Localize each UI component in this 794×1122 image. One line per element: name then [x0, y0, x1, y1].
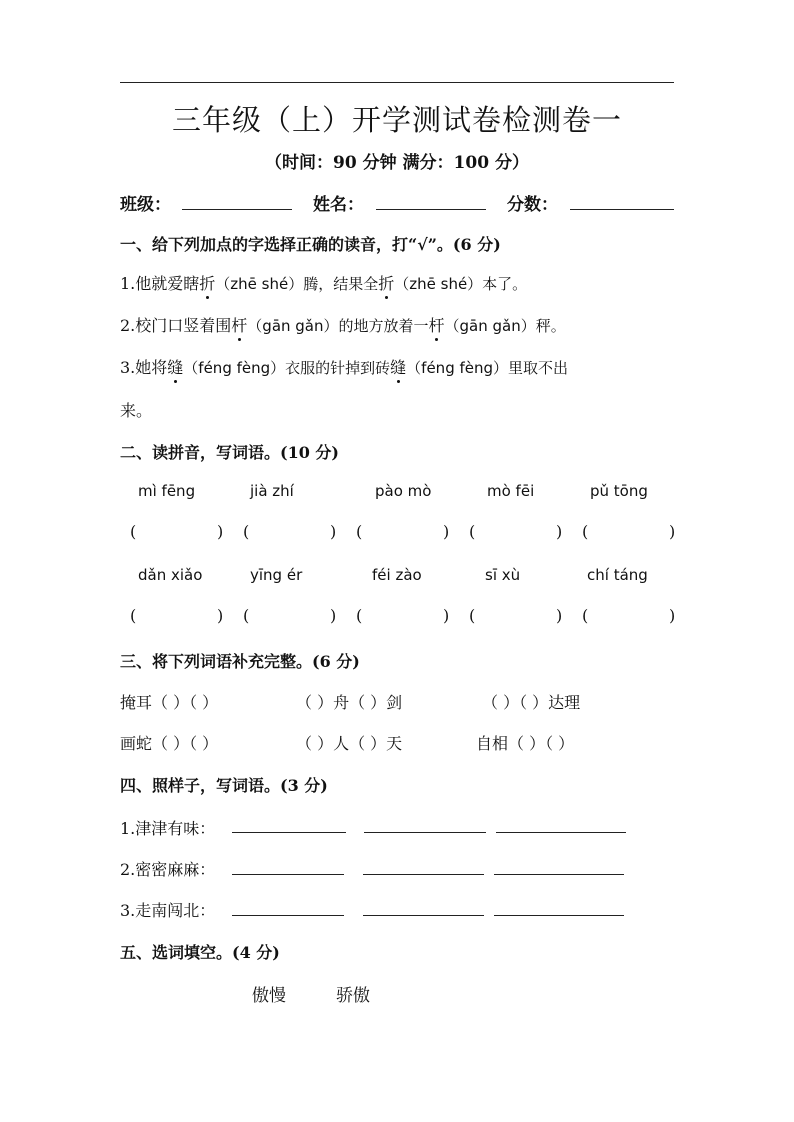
answer-paren-open: (: [469, 522, 476, 541]
answer-blank[interactable]: [494, 915, 624, 916]
choice-word: 傲慢: [252, 986, 286, 1006]
s1-q3-text-c[interactable]: （féng fèng）里取不出: [406, 359, 569, 377]
idiom-item[interactable]: （ ）舟（ ）剑: [296, 693, 403, 712]
score-blank[interactable]: [570, 209, 674, 210]
s1-q3-continued: 来。: [120, 401, 153, 420]
idiom-item[interactable]: 掩耳（ ）（ ）: [120, 693, 219, 712]
answer-paren-close: ): [556, 522, 563, 541]
answer-blank[interactable]: [363, 915, 484, 916]
answer-paren-open: (: [243, 522, 250, 541]
answer-paren-close: ): [556, 606, 563, 625]
dotted-char: 缝: [167, 355, 183, 378]
example-word: 1.津津有味：: [120, 819, 216, 838]
section2-heading: 二、读拼音，写词语。(10 分): [120, 443, 339, 462]
s1-q1-text-b[interactable]: （zhē shé）腾，结果全: [215, 275, 379, 293]
score-label: 分数：: [507, 195, 558, 215]
answer-blank[interactable]: [232, 832, 346, 833]
answer-blank[interactable]: [496, 832, 626, 833]
idiom-item[interactable]: 画蛇（ ）（ ）: [120, 734, 219, 753]
idiom-item[interactable]: （ ）人（ ）天: [296, 734, 403, 753]
answer-blank[interactable]: [364, 832, 486, 833]
answer-paren-open: (: [582, 606, 589, 625]
dotted-char: 折: [199, 271, 215, 294]
s1-q3-text-b[interactable]: （féng fèng）衣服的针掉到砖: [183, 359, 391, 377]
answer-paren-open: (: [243, 606, 250, 625]
answer-paren-close: ): [330, 606, 337, 625]
answer-blank[interactable]: [363, 874, 484, 875]
pinyin-item: chí táng: [587, 566, 648, 584]
s1-q2-text-b[interactable]: （gān gǎn）的地方放着一: [247, 317, 429, 335]
answer-paren-close: ): [443, 606, 450, 625]
s1-q2-text-a: 2.校门口竖着围: [120, 316, 232, 335]
class-label: 班级：: [120, 195, 171, 215]
page-title: 三年级（上）开学测试卷检测卷一: [171, 103, 622, 137]
answer-blank[interactable]: [494, 874, 624, 875]
answer-paren-close: ): [669, 606, 676, 625]
answer-paren-close: ): [217, 522, 224, 541]
section3-heading: 三、将下列词语补充完整。(6 分): [120, 652, 360, 671]
idiom-item[interactable]: （ ）（ ）达理: [482, 693, 581, 712]
answer-blank[interactable]: [232, 915, 344, 916]
idiom-item[interactable]: 自相（ ）（ ）: [476, 734, 575, 753]
pinyin-item: yīng ér: [250, 566, 303, 584]
answer-paren-open: (: [582, 522, 589, 541]
name-blank[interactable]: [376, 209, 486, 210]
pinyin-item: pào mò: [375, 482, 432, 500]
section5-heading: 五、选词填空。(4 分): [120, 943, 280, 962]
s1-q1-text-c[interactable]: （zhē shé）本了。: [394, 275, 528, 293]
s1-question-1: [120, 271, 527, 294]
exam-time-score: （时间：90 分钟 满分：100 分）: [265, 153, 529, 173]
dotted-char: 缝: [390, 355, 406, 378]
pinyin-item: mò fēi: [487, 482, 535, 500]
name-label: 姓名：: [313, 195, 364, 215]
s1-q2-text-c[interactable]: （gān gǎn）秤。: [444, 317, 566, 335]
answer-paren-open: (: [130, 606, 137, 625]
pinyin-item: jià zhí: [250, 482, 294, 500]
example-word: 2.密密麻麻：: [120, 860, 216, 879]
dotted-char: 杆: [429, 313, 445, 336]
s1-question-3: [120, 355, 568, 378]
section4-heading: 四、照样子，写词语。(3 分): [120, 776, 328, 795]
answer-blank[interactable]: [232, 874, 344, 875]
pinyin-item: sī xù: [485, 566, 521, 584]
pinyin-item: dǎn xiǎo: [138, 566, 203, 584]
dotted-char: 杆: [231, 313, 247, 336]
answer-paren-open: (: [356, 606, 363, 625]
example-word: 3.走南闯北：: [120, 901, 216, 920]
answer-paren-open: (: [130, 522, 137, 541]
section1-heading: 一、给下列加点的字选择正确的读音，打“√”。(6 分): [120, 235, 501, 254]
s1-q3-text-a: 3.她将: [120, 358, 168, 377]
s1-q1-text-a: 1.他就爱瞎: [120, 274, 200, 293]
answer-paren-close: ): [443, 522, 450, 541]
answer-paren-open: (: [469, 606, 476, 625]
answer-paren-close: ): [217, 606, 224, 625]
pinyin-item: mì fēng: [138, 482, 196, 500]
class-blank[interactable]: [182, 209, 292, 210]
answer-paren-open: (: [356, 522, 363, 541]
pinyin-item: féi zào: [372, 566, 422, 584]
choice-word: 骄傲: [336, 986, 370, 1006]
top-rule: [120, 82, 674, 83]
answer-paren-close: ): [669, 522, 676, 541]
answer-paren-close: ): [330, 522, 337, 541]
dotted-char: 折: [378, 271, 394, 294]
pinyin-item: pǔ tōng: [590, 482, 648, 500]
s1-question-2: [120, 313, 566, 336]
